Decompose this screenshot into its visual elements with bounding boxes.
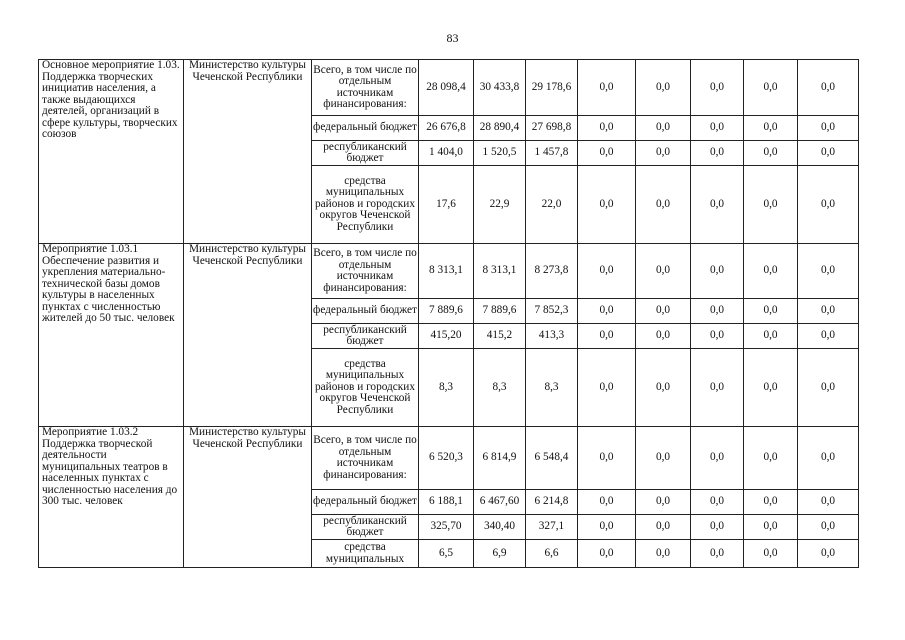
zero-value-cell: 0,0 [744,490,798,515]
zero-value-cell: 0,0 [744,299,798,324]
zero-value-cell: 0,0 [691,515,744,540]
funding-source-cell: Всего, в том числе по отдельным источникам финансирования: [312,427,419,490]
value-cell: 28 098,4 [419,60,474,116]
activity-name-cell: Мероприятие 1.03.2 Поддержка творческой деятельности муниципальных театров в населенных пунктах с численностью населения до 300 тыс. человек [39,427,184,568]
value-cell: 1 520,5 [474,141,526,166]
zero-value-cell: 0,0 [691,427,744,490]
zero-value-cell: 0,0 [744,141,798,166]
zero-value-cell: 0,0 [636,166,691,244]
value-cell: 1 404,0 [419,141,474,166]
zero-value-cell: 0,0 [578,60,636,116]
value-cell: 6,5 [419,540,474,568]
zero-value-cell: 0,0 [578,490,636,515]
zero-value-cell: 0,0 [691,349,744,427]
zero-value-cell: 0,0 [691,540,744,568]
funding-source-cell: средства муниципальных [312,540,419,568]
zero-value-cell: 0,0 [636,349,691,427]
zero-value-cell: 0,0 [744,324,798,349]
value-cell: 8 313,1 [419,244,474,299]
value-cell: 7 852,3 [526,299,578,324]
funding-source-cell: республиканский бюджет [312,141,419,166]
zero-value-cell: 0,0 [798,60,859,116]
zero-value-cell: 0,0 [798,299,859,324]
zero-value-cell: 0,0 [744,244,798,299]
zero-value-cell: 0,0 [744,116,798,141]
zero-value-cell: 0,0 [636,427,691,490]
table-row [39,60,859,116]
funding-source-cell: средства муниципальных районов и городских округов Чеченской Республики [312,349,419,427]
zero-value-cell: 0,0 [636,116,691,141]
value-cell: 6 188,1 [419,490,474,515]
value-cell: 6,6 [526,540,578,568]
funding-source-cell: федеральный бюджет [312,299,419,324]
value-cell: 6 548,4 [526,427,578,490]
zero-value-cell: 0,0 [798,116,859,141]
zero-value-cell: 0,0 [636,60,691,116]
value-cell: 413,3 [526,324,578,349]
zero-value-cell: 0,0 [691,244,744,299]
table-row [39,244,859,299]
value-cell: 8,3 [526,349,578,427]
table-row [39,427,859,490]
zero-value-cell: 0,0 [578,116,636,141]
zero-value-cell: 0,0 [578,166,636,244]
zero-value-cell: 0,0 [691,60,744,116]
funding-source-cell: республиканский бюджет [312,324,419,349]
value-cell: 6 814,9 [474,427,526,490]
funding-source-cell: федеральный бюджет [312,490,419,515]
zero-value-cell: 0,0 [798,141,859,166]
value-cell: 27 698,8 [526,116,578,141]
value-cell: 26 676,8 [419,116,474,141]
value-cell: 8,3 [474,349,526,427]
zero-value-cell: 0,0 [798,515,859,540]
zero-value-cell: 0,0 [578,515,636,540]
zero-value-cell: 0,0 [744,540,798,568]
funding-source-cell: Всего, в том числе по отдельным источникам финансирования: [312,60,419,116]
zero-value-cell: 0,0 [691,324,744,349]
zero-value-cell: 0,0 [744,166,798,244]
value-cell: 6 520,3 [419,427,474,490]
zero-value-cell: 0,0 [578,540,636,568]
value-cell: 28 890,4 [474,116,526,141]
zero-value-cell: 0,0 [636,540,691,568]
zero-value-cell: 0,0 [636,490,691,515]
value-cell: 8,3 [419,349,474,427]
activity-name-cell: Мероприятие 1.03.1 Обеспечение развития и укрепления материально-технической базы домов культуры в населенных пунктах с численностью жителей до 50 тыс. человек [39,244,184,427]
budget-table [38,59,859,568]
value-cell: 6 467,60 [474,490,526,515]
zero-value-cell: 0,0 [744,60,798,116]
zero-value-cell: 0,0 [798,490,859,515]
zero-value-cell: 0,0 [691,116,744,141]
activity-name-cell: Основное мероприятие 1.03. Поддержка творческих инициатив населения, а также выдающихся деятелей, организаций в сфере культуры, творческих союзов [39,60,184,244]
executor-cell: Министерство культуры Чеченской Республики [184,60,312,244]
funding-source-cell: федеральный бюджет [312,116,419,141]
zero-value-cell: 0,0 [798,540,859,568]
value-cell: 7 889,6 [474,299,526,324]
funding-source-cell: республиканский бюджет [312,515,419,540]
zero-value-cell: 0,0 [691,141,744,166]
value-cell: 340,40 [474,515,526,540]
zero-value-cell: 0,0 [691,299,744,324]
zero-value-cell: 0,0 [578,349,636,427]
zero-value-cell: 0,0 [798,349,859,427]
value-cell: 1 457,8 [526,141,578,166]
value-cell: 22,0 [526,166,578,244]
zero-value-cell: 0,0 [798,244,859,299]
zero-value-cell: 0,0 [636,515,691,540]
zero-value-cell: 0,0 [578,427,636,490]
funding-source-cell: средства муниципальных районов и городских округов Чеченской Республики [312,166,419,244]
value-cell: 8 313,1 [474,244,526,299]
funding-source-cell: Всего, в том числе по отдельным источникам финансирования: [312,244,419,299]
value-cell: 415,2 [474,324,526,349]
zero-value-cell: 0,0 [798,166,859,244]
value-cell: 29 178,6 [526,60,578,116]
value-cell: 30 433,8 [474,60,526,116]
value-cell: 8 273,8 [526,244,578,299]
zero-value-cell: 0,0 [578,324,636,349]
value-cell: 22,9 [474,166,526,244]
zero-value-cell: 0,0 [578,299,636,324]
zero-value-cell: 0,0 [636,324,691,349]
zero-value-cell: 0,0 [578,244,636,299]
page-number: 83 [446,31,459,45]
zero-value-cell: 0,0 [636,141,691,166]
executor-cell: Министерство культуры Чеченской Республики [184,427,312,568]
zero-value-cell: 0,0 [691,490,744,515]
zero-value-cell: 0,0 [744,515,798,540]
value-cell: 325,70 [419,515,474,540]
zero-value-cell: 0,0 [744,349,798,427]
value-cell: 6 214,8 [526,490,578,515]
zero-value-cell: 0,0 [798,324,859,349]
value-cell: 7 889,6 [419,299,474,324]
zero-value-cell: 0,0 [578,141,636,166]
zero-value-cell: 0,0 [636,244,691,299]
zero-value-cell: 0,0 [691,166,744,244]
value-cell: 17,6 [419,166,474,244]
zero-value-cell: 0,0 [798,427,859,490]
value-cell: 415,20 [419,324,474,349]
value-cell: 6,9 [474,540,526,568]
executor-cell: Министерство культуры Чеченской Республики [184,244,312,427]
value-cell: 327,1 [526,515,578,540]
zero-value-cell: 0,0 [636,299,691,324]
zero-value-cell: 0,0 [744,427,798,490]
